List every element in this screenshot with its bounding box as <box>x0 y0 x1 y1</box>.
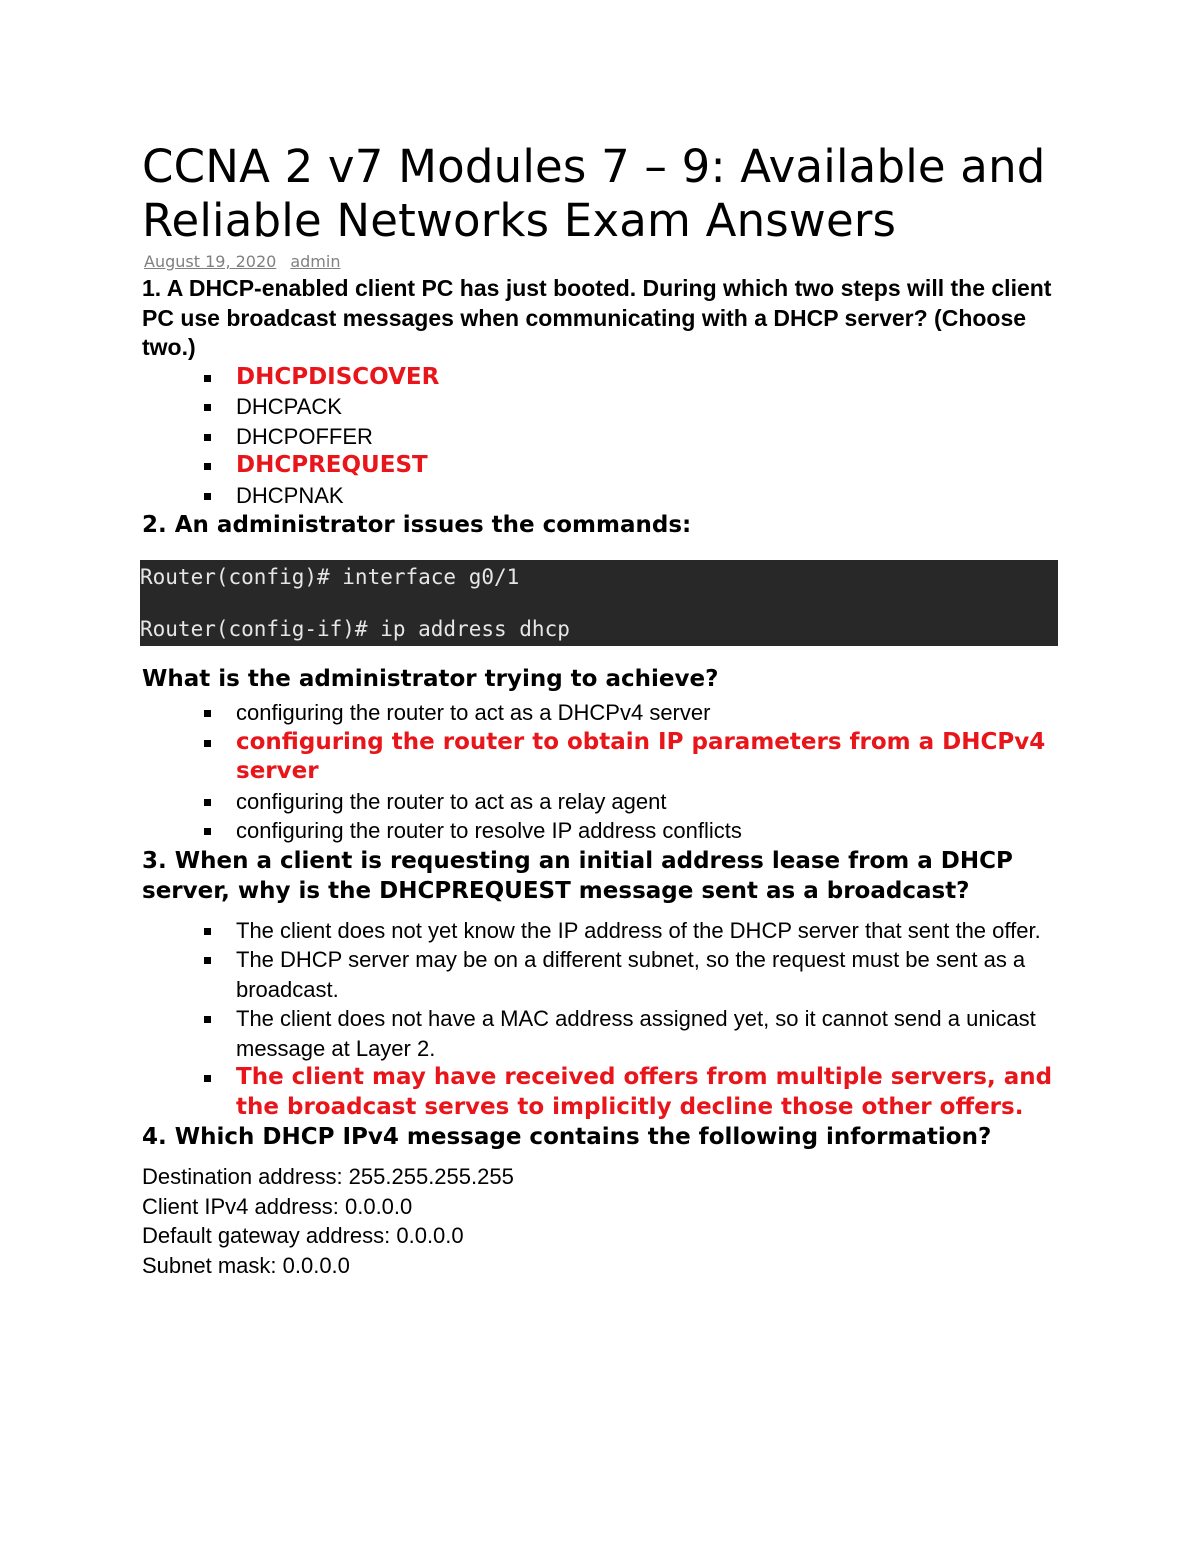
answer-option: DHCPDISCOVER <box>236 363 1060 393</box>
info-line: Destination address: 255.255.255.255 <box>142 1164 514 1189</box>
answer-option: configuring the router to act as a DHCPv4 server <box>236 698 1060 728</box>
page-title: CCNA 2 v7 Modules 7 – 9: Available and Reliable Networks Exam Answers <box>142 140 1046 247</box>
answer-option: The DHCP server may be on a different subnet, so the request must be sent as a broadcast. <box>236 945 1060 1004</box>
question-1: 1. A DHCP-enabled client PC has just booted. During which two steps will the client PC use broadcast messages when communicating with a DHCP server? (Choose two.) <box>142 275 1052 360</box>
post-date-link[interactable]: August 19, 2020 <box>144 252 277 271</box>
post-meta <box>142 252 1060 272</box>
answer-option: DHCPREQUEST <box>236 451 1060 481</box>
answer-option: The client does not yet know the IP address of the DHCP server that sent the offer. <box>236 916 1060 946</box>
code-block <box>140 560 1058 646</box>
author-link[interactable]: admin <box>290 252 341 271</box>
question-1-options <box>142 363 1060 511</box>
code-line: Router(config)# interface g0/1 <box>140 565 520 589</box>
question-2-prompt: What is the administrator trying to achieve? <box>142 666 719 692</box>
question-3-options <box>142 916 1060 1123</box>
question-4-info <box>142 1162 1060 1280</box>
answer-option: The client does not have a MAC address assigned yet, so it cannot send a unicast message at Layer 2. <box>236 1004 1060 1063</box>
question-3: 3. When a client is requesting an initial address lease from a DHCP server, why is the DHCPREQUEST message sent as a broadcast? <box>142 847 1013 904</box>
article <box>142 140 1060 1280</box>
info-line: Subnet mask: 0.0.0.0 <box>142 1252 350 1278</box>
answer-option: DHCPACK <box>236 392 1060 422</box>
code-line: Router(config-if)# ip address dhcp <box>140 617 570 641</box>
answer-option: configuring the router to resolve IP address conflicts <box>236 816 1060 846</box>
answer-option: configuring the router to act as a relay agent <box>236 787 1060 817</box>
answer-option: DHCPNAK <box>236 481 1060 511</box>
question-4: 4. Which DHCP IPv4 message contains the following information? <box>142 1124 992 1150</box>
info-line: Default gateway address: 0.0.0.0 <box>142 1223 464 1248</box>
answer-option: configuring the router to obtain IP parameters from a DHCPv4 server <box>236 728 1060 787</box>
answer-option: The client may have received offers from multiple servers, and the broadcast serves to implicitly decline those other offers. <box>236 1063 1060 1122</box>
info-line: Client IPv4 address: 0.0.0.0 <box>142 1193 413 1219</box>
question-2: 2. An administrator issues the commands: <box>142 512 692 538</box>
answer-option: DHCPOFFER <box>236 422 1060 452</box>
question-2-options <box>142 698 1060 846</box>
